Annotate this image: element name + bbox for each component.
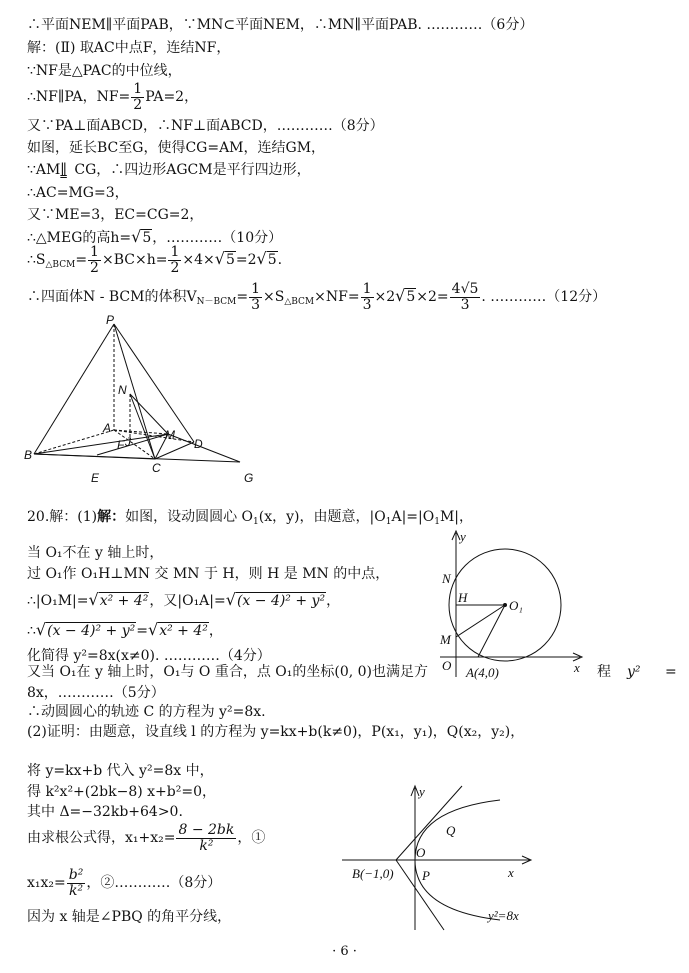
text-line: 如图，延长BC至G，使得CG=AM，连结GM，	[27, 140, 326, 156]
label-j: J	[125, 435, 131, 449]
parallel-equal-icon: ∥	[60, 162, 67, 178]
svg-text:x: x	[574, 660, 580, 675]
svg-text:M: M	[440, 632, 451, 647]
label-m: M	[165, 428, 175, 442]
text-line: x₁x₂= $\frac{\text{b²}}{\text{k²}}$ ，②…………（8分）	[27, 866, 222, 899]
svg-text:O₁: O₁	[509, 598, 523, 613]
label-n: N	[118, 383, 127, 397]
text-line: 过 O₁作 O₁H⊥MN 交 MN 于 H，则 H 是 MN 的中点，	[27, 566, 390, 582]
svg-text:O: O	[442, 658, 452, 673]
label-f: F	[117, 438, 125, 452]
text-line: ∴√(x − 4)² + y²=√x² + 4²，	[27, 620, 223, 639]
svg-text:y: y	[419, 784, 425, 799]
svg-text:O: O	[416, 845, 426, 860]
text-line: 化简得 y²=8x(x≠0). …………（4分）	[27, 648, 271, 664]
svg-text:N: N	[442, 571, 451, 586]
pyramid-figure	[22, 312, 272, 492]
text-line: $\therefore S_{\triangle BCM}=$ $\frac{1}{2}$ ×BC×h= $\frac{1}{2}$ ×4×√5=2√5.	[27, 243, 283, 276]
text-line: =	[665, 664, 677, 680]
page-number: · 6 ·	[332, 944, 357, 959]
fraction: $\frac{1}{2}$	[133, 81, 143, 113]
svg-text:y: y	[460, 529, 466, 544]
text-line: y²	[627, 664, 641, 680]
label-g: G	[244, 471, 254, 485]
text-line: 8x，…………（5分）	[27, 685, 165, 701]
svg-text:A(4,0): A(4,0)	[466, 665, 499, 680]
svg-text:P: P	[422, 868, 430, 883]
label-b: B	[24, 448, 33, 462]
text-line: ∴|O₁M|=√x² + 4²，又|O₁A|=√(x − 4)² + y²，	[27, 590, 341, 609]
svg-text:x: x	[508, 865, 514, 880]
text-line: ∵NF是△PAC的中位线，	[27, 63, 182, 79]
text-line: 因为 x 轴是∠PBQ 的角平分线，	[27, 909, 232, 925]
text-line: 又∵ME=3，EC=CG=2，	[27, 207, 204, 223]
svg-text:Q: Q	[446, 823, 456, 838]
text-line: 由求根公式得，x₁+x₂= $\frac{8 - 2bk}{\text{k²}}$ ，①	[27, 821, 266, 854]
text-line: 得 k²x²+(2bk−8) x+b²=0，	[27, 784, 216, 800]
label-d: D	[194, 437, 203, 451]
text-line: ∴NF∥PA，NF= $\frac{1}{2}$ PA=2，	[27, 81, 199, 113]
text-line: 其中 Δ=−32kb+64>0.	[27, 804, 183, 820]
text-line: 解：(Ⅱ) 取AC中点F，连结NF，	[27, 40, 231, 56]
text-line: ∴动圆圆心的轨迹 C 的方程为 y²=8x.	[27, 704, 266, 720]
svg-text:H: H	[458, 590, 468, 605]
text-line: 20.解：(1)解：如图，设动圆圆心 $O_1(x$，y)，由题意，$|O_1A|=|O_1M|$，	[27, 509, 474, 527]
text-line: 程	[597, 664, 611, 680]
circle-figure	[430, 527, 592, 687]
text-line: ∵AM∥ CG，∴四边形AGCM是平行四边形，	[27, 162, 311, 178]
text-line: (2)证明：由题意，设直线 l 的方程为 y=kx+b(k≠0)，P(x₁，y₁)，Q(x₂，y₂)，	[27, 724, 525, 740]
parabola-figure	[340, 780, 545, 935]
text-line: ∴四面体N - BCM的体积$V_{N-BCM}=$ $\frac{1}{3}$ $\times S_{\triangle BCM}\times NF=$ $\frac{1}{3}$ ×2√5×2= $\frac{4√5}{3}$ . …………（12分）	[27, 280, 607, 313]
label-c: C	[152, 461, 161, 475]
svg-text:y²=8x: y²=8x	[488, 908, 519, 923]
text-line: ∴AC=MG=3，	[27, 185, 129, 201]
text-line: ∴△MEG的高h=√5，…………（10分）	[27, 227, 283, 246]
text-line: 又∵PA⊥面ABCD，∴NF⊥面ABCD，…………（8分）	[27, 118, 384, 134]
text-line: 当 O₁不在 y 轴上时，	[27, 545, 164, 561]
text-line: 又当 O₁在 y 轴上时，O₁与 O 重合，点 O₁的坐标(0, 0)也满足方	[27, 664, 428, 680]
label-e: E	[91, 471, 100, 485]
text-line: ∴平面NEM∥平面PAB，∵MN⊂平面NEM，∴MN∥平面PAB. …………（6分）	[27, 17, 534, 33]
text-line: 将 y=kx+b 代入 y²=8x 中，	[27, 763, 214, 779]
label-p: P	[106, 313, 115, 327]
label-a: A	[103, 421, 112, 435]
svg-text:B(−1,0): B(−1,0)	[352, 866, 394, 881]
